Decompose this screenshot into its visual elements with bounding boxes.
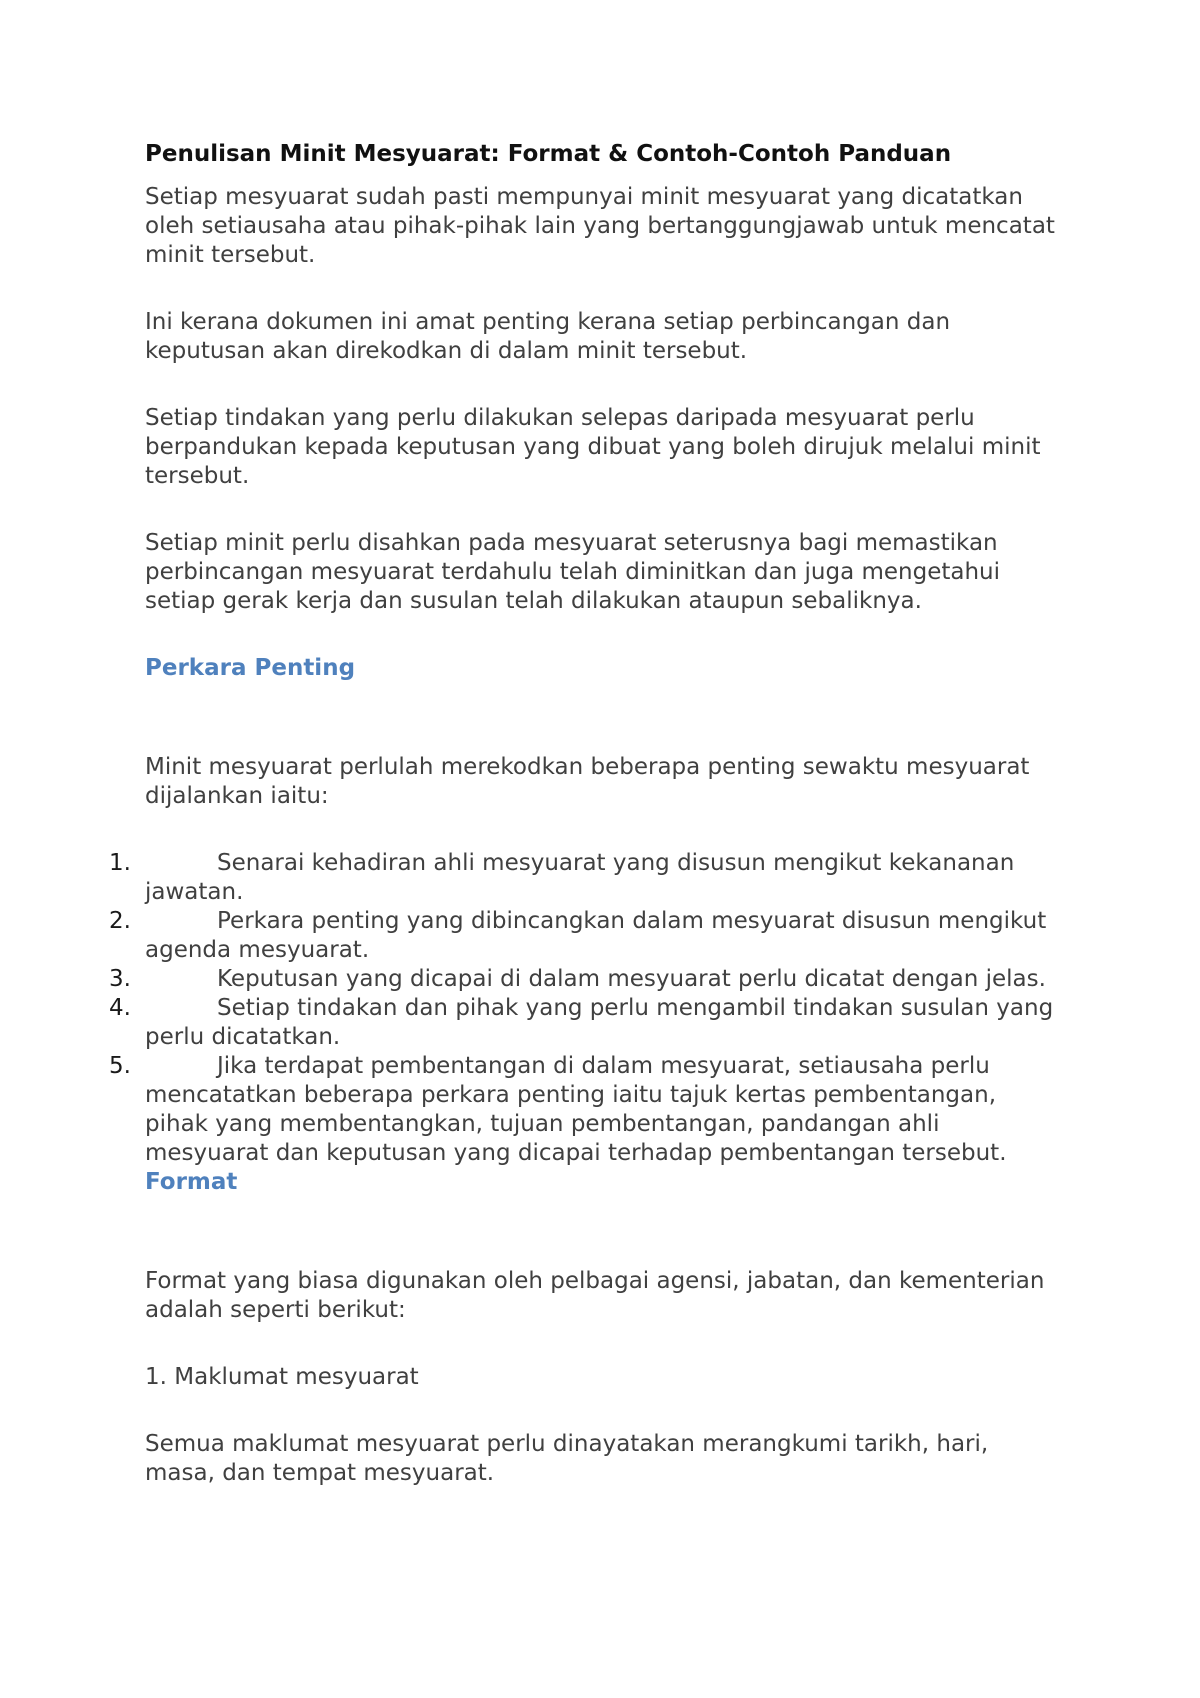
list-item-number: 3. [109,966,131,992]
perkara-lead-paragraph: Minit mesyuarat perlulah merekodkan beberapa penting sewaktu mesyuarat dijalankan iaitu: [145,754,1030,809]
format-sub-item: 1. Maklumat mesyuarat [145,1364,419,1390]
list-item [109,907,1065,965]
list-item [109,849,1065,907]
list-item-text: Setiap tindakan dan pihak yang perlu mengambil tindakan susulan yang perlu dicatatkan. [145,995,1054,1050]
format-sub-paragraph: Semua maklumat mesyuarat perlu dinayatakan merangkumi tarikh, hari, masa, dan tempat mesyuarat. [145,1431,989,1486]
perkara-list [109,849,1065,1168]
list-item [109,994,1065,1052]
document-title: Penulisan Minit Mesyuarat: Format & Contoh-Contoh Panduan [145,141,952,167]
list-item-number: 5. [109,1053,131,1079]
list-item [109,965,1065,994]
list-item [109,1052,1065,1168]
document-body [109,140,1065,1526]
section-heading-perkara-penting: Perkara Penting [145,655,356,681]
list-item-number: 2. [109,908,131,934]
section-heading-format: Format [145,1169,238,1195]
list-item-text: Senarai kehadiran ahli mesyuarat yang disusun mengikut kekananan jawatan. [145,850,1015,905]
intro-paragraph-3: Setiap tindakan yang perlu dilakukan selepas daripada mesyuarat perlu berpandukan kepada keputusan yang dibuat yang boleh dirujuk melalui minit tersebut. [145,405,1041,489]
list-item-number: 1. [109,850,131,876]
list-item-text: Perkara penting yang dibincangkan dalam mesyuarat disusun mengikut agenda mesyuarat. [145,908,1047,963]
intro-paragraph-2: Ini kerana dokumen ini amat penting kerana setiap perbincangan dan keputusan akan direkodkan di dalam minit tersebut. [145,309,951,364]
intro-paragraph-1: Setiap mesyuarat sudah pasti mempunyai minit mesyuarat yang dicatatkan oleh setiausaha atau pihak-pihak lain yang bertanggungjawab untuk mencatat minit tersebut. [145,184,1055,268]
list-item-text: Keputusan yang dicapai di dalam mesyuarat perlu dicatat dengan jelas. [217,966,1046,992]
format-lead-paragraph: Format yang biasa digunakan oleh pelbagai agensi, jabatan, dan kementerian adalah seperti berikut: [145,1268,1045,1323]
intro-paragraph-4: Setiap minit perlu disahkan pada mesyuarat seterusnya bagi memastikan perbincangan mesyuarat terdahulu telah diminitkan dan juga mengetahui setiap gerak kerja dan susulan telah dilakukan ataupun sebaliknya. [145,530,1001,614]
list-item-number: 4. [109,995,131,1021]
list-item-text: Jika terdapat pembentangan di dalam mesyuarat, setiausaha perlu mencatatkan beberapa perkara penting iaitu tajuk kertas pembentangan, pihak yang membentangkan, tujuan pembentangan, pandangan ahli mesyuarat dan keputusan yang dicapai terhadap pembentangan tersebut. [145,1053,1007,1166]
